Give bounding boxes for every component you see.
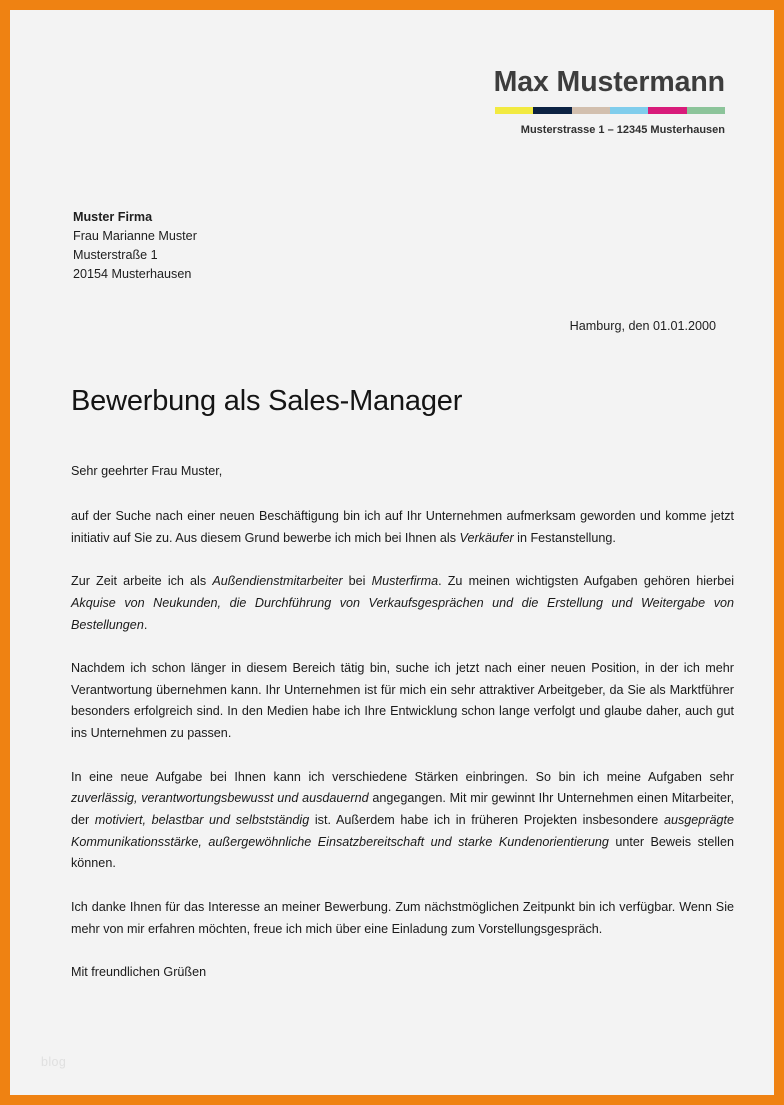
paragraph-2-text-a: Zur Zeit arbeite ich als xyxy=(71,574,213,589)
paragraph-4-text-b: angegangen. Mit mir gewinnt Ihr Unternehmen einen Mitarbeiter, der xyxy=(71,791,734,828)
paragraph-2-emphasis-a: Außendienstmitarbeiter xyxy=(212,574,343,589)
sender-name: Max Mustermann xyxy=(493,66,725,98)
paragraph-4-text-c: ist. Außerdem habe ich in früheren Projekten insbesondere xyxy=(309,813,664,828)
paragraph-2-emphasis-c: Akquise von Neukunden, die Durchführung von Verkaufsgesprächen und die Erstellung und Weitergabe von Bestellungen xyxy=(71,595,734,632)
recipient-street: Musterstraße 1 xyxy=(73,248,158,263)
paragraph-4-text-a: In eine neue Aufgabe bei Ihnen kann ich verschiedene Stärken einbringen. So bin ich meine Aufgaben sehr xyxy=(71,769,734,784)
recipient-company: Muster Firma xyxy=(73,210,153,224)
paragraph-1-text-a: auf der Suche nach einer neuen Beschäftigung bin ich auf Ihr Unternehmen aufmerksam geworden und komme jetzt initiativ auf Sie zu. Aus diesem Grund bewerbe ich mich bei Ihnen als xyxy=(71,508,734,545)
color-swatch-yellow xyxy=(495,107,533,114)
recipient-contact: Frau Marianne Muster xyxy=(73,229,197,244)
paragraph-3: Nachdem ich schon länger in diesem Bereich tätig bin, suche ich jetzt nach einer neuen Position, in der ich mehr Verantwortung übernehmen kann. Ihr Unternehmen ist für mich ein sehr attraktiver Arbeitgeber, da Sie als Marktführer besonders erfolgreich sind. In den Medien habe ich Ihre Entwicklung schon lange verfolgt und glaube daher, auch gut ins Unternehmen zu passen. xyxy=(71,661,734,741)
paragraph-5: Ich danke Ihnen für das Interesse an meiner Bewerbung. Zum nächstmöglichen Zeitpunkt bin ich verfügbar. Wenn Sie mehr von mir erfahren möchten, freue ich mich über eine Einladung zum Vorstellungsgespräch. xyxy=(71,900,734,936)
salutation: Sehr geehrter Frau Muster, xyxy=(71,464,223,478)
sender-address: Musterstrasse 1 – 12345 Musterhausen xyxy=(520,123,725,136)
paragraph-1-emphasis-a: Verkäufer xyxy=(459,530,514,545)
paragraph-4-emphasis-b: motiviert, belastbar und selbstständig xyxy=(94,813,310,828)
subject-title: Bewerbung als Sales-Manager xyxy=(71,385,463,417)
paragraph-4-emphasis-c: ausgeprägte Kommunikationsstärke, außergewöhnliche Einsatzbereitschaft und starke Kundenorientierung xyxy=(71,813,734,849)
letter-sheet xyxy=(10,10,774,1095)
color-swatch-magenta xyxy=(648,107,686,114)
paragraph-2-emphasis-b: Musterfirma xyxy=(371,574,439,589)
paragraph-2-text-b: bei xyxy=(342,574,372,589)
closing: Mit freundlichen Grüßen xyxy=(71,965,207,980)
paragraph-2-text-c: . Zu meinen wichtigsten Aufgaben gehören hierbei xyxy=(438,574,734,589)
paragraph-1 xyxy=(71,506,734,549)
paragraph-2 xyxy=(71,571,734,636)
date-line: Hamburg, den 01.01.2000 xyxy=(569,319,716,333)
blog-watermark: blog xyxy=(41,1055,67,1069)
paragraph-4 xyxy=(71,767,734,875)
accent-color-bar xyxy=(495,107,725,114)
paragraph-2-text-d: . xyxy=(143,617,148,632)
color-swatch-navy xyxy=(533,107,571,114)
recipient-city: 20154 Musterhausen xyxy=(73,267,192,282)
color-swatch-green xyxy=(687,107,725,114)
paragraph-4-emphasis-a: zuverlässig, verantwortungsbewusst und ausdauernd xyxy=(71,791,369,806)
recipient-address-block xyxy=(73,208,197,285)
paragraph-4-text-d: unter Beweis stellen können. xyxy=(71,834,734,871)
letterhead xyxy=(490,68,725,136)
paragraph-1-text-b: in Festanstellung. xyxy=(513,530,616,545)
color-swatch-tan xyxy=(572,107,610,114)
letter-body xyxy=(71,462,734,984)
color-swatch-skyblue xyxy=(610,107,648,114)
